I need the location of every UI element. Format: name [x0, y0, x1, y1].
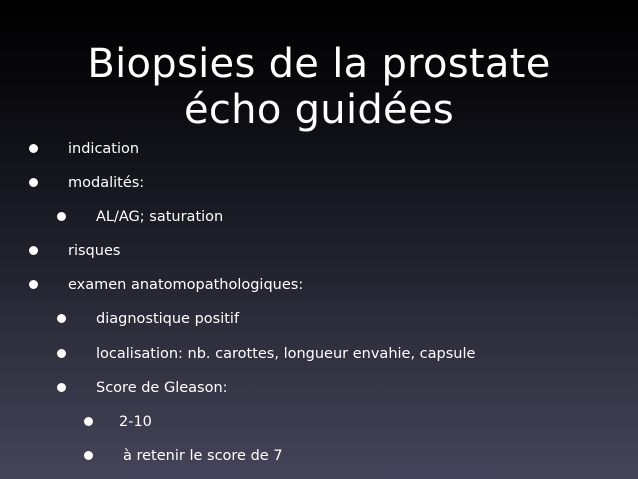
slide-title-line-2: écho guidées: [183, 86, 455, 133]
bullet-item: [0, 276, 638, 296]
bullet-text: Score de Gleason:: [96, 380, 228, 396]
bullet-text: indication: [68, 141, 140, 157]
sub-sub-bullet-item: [0, 447, 638, 467]
bullet-dot-icon: [29, 144, 38, 153]
bullet-item: [0, 174, 638, 194]
bullet-dot-icon: [57, 314, 66, 323]
bullet-dot-icon: [29, 178, 38, 187]
bullet-dot-icon: [29, 280, 38, 289]
bullet-item: [0, 242, 638, 262]
bullet-dot-icon: [57, 349, 66, 358]
bullet-dot-icon: [84, 451, 93, 460]
bullet-text: risques: [68, 243, 121, 259]
bullet-text: modalités:: [68, 175, 145, 191]
bullet-item: [0, 140, 638, 160]
sub-bullet-item: [0, 379, 638, 399]
sub-bullet-item: [0, 208, 638, 228]
bullet-dot-icon: [57, 383, 66, 392]
bullet-dot-icon: [29, 246, 38, 255]
sub-sub-bullet-item: [0, 413, 638, 433]
bullet-text: AL/AG; saturation: [96, 209, 224, 225]
bullet-dot-icon: [84, 417, 93, 426]
bullet-dot-icon: [57, 212, 66, 221]
sub-bullet-item: [0, 345, 638, 365]
sub-bullet-item: [0, 310, 638, 330]
bullet-text: localisation: nb. carottes, longueur envahie, capsule: [96, 346, 476, 362]
bullet-text: examen anatomopathologiques:: [68, 277, 304, 293]
bullet-text: 2-10: [119, 414, 152, 430]
slide-title-line-1: Biopsies de la prostate: [87, 40, 551, 87]
bullet-text: à retenir le score de 7: [123, 448, 283, 464]
bullet-text: diagnostique positif: [96, 311, 240, 327]
